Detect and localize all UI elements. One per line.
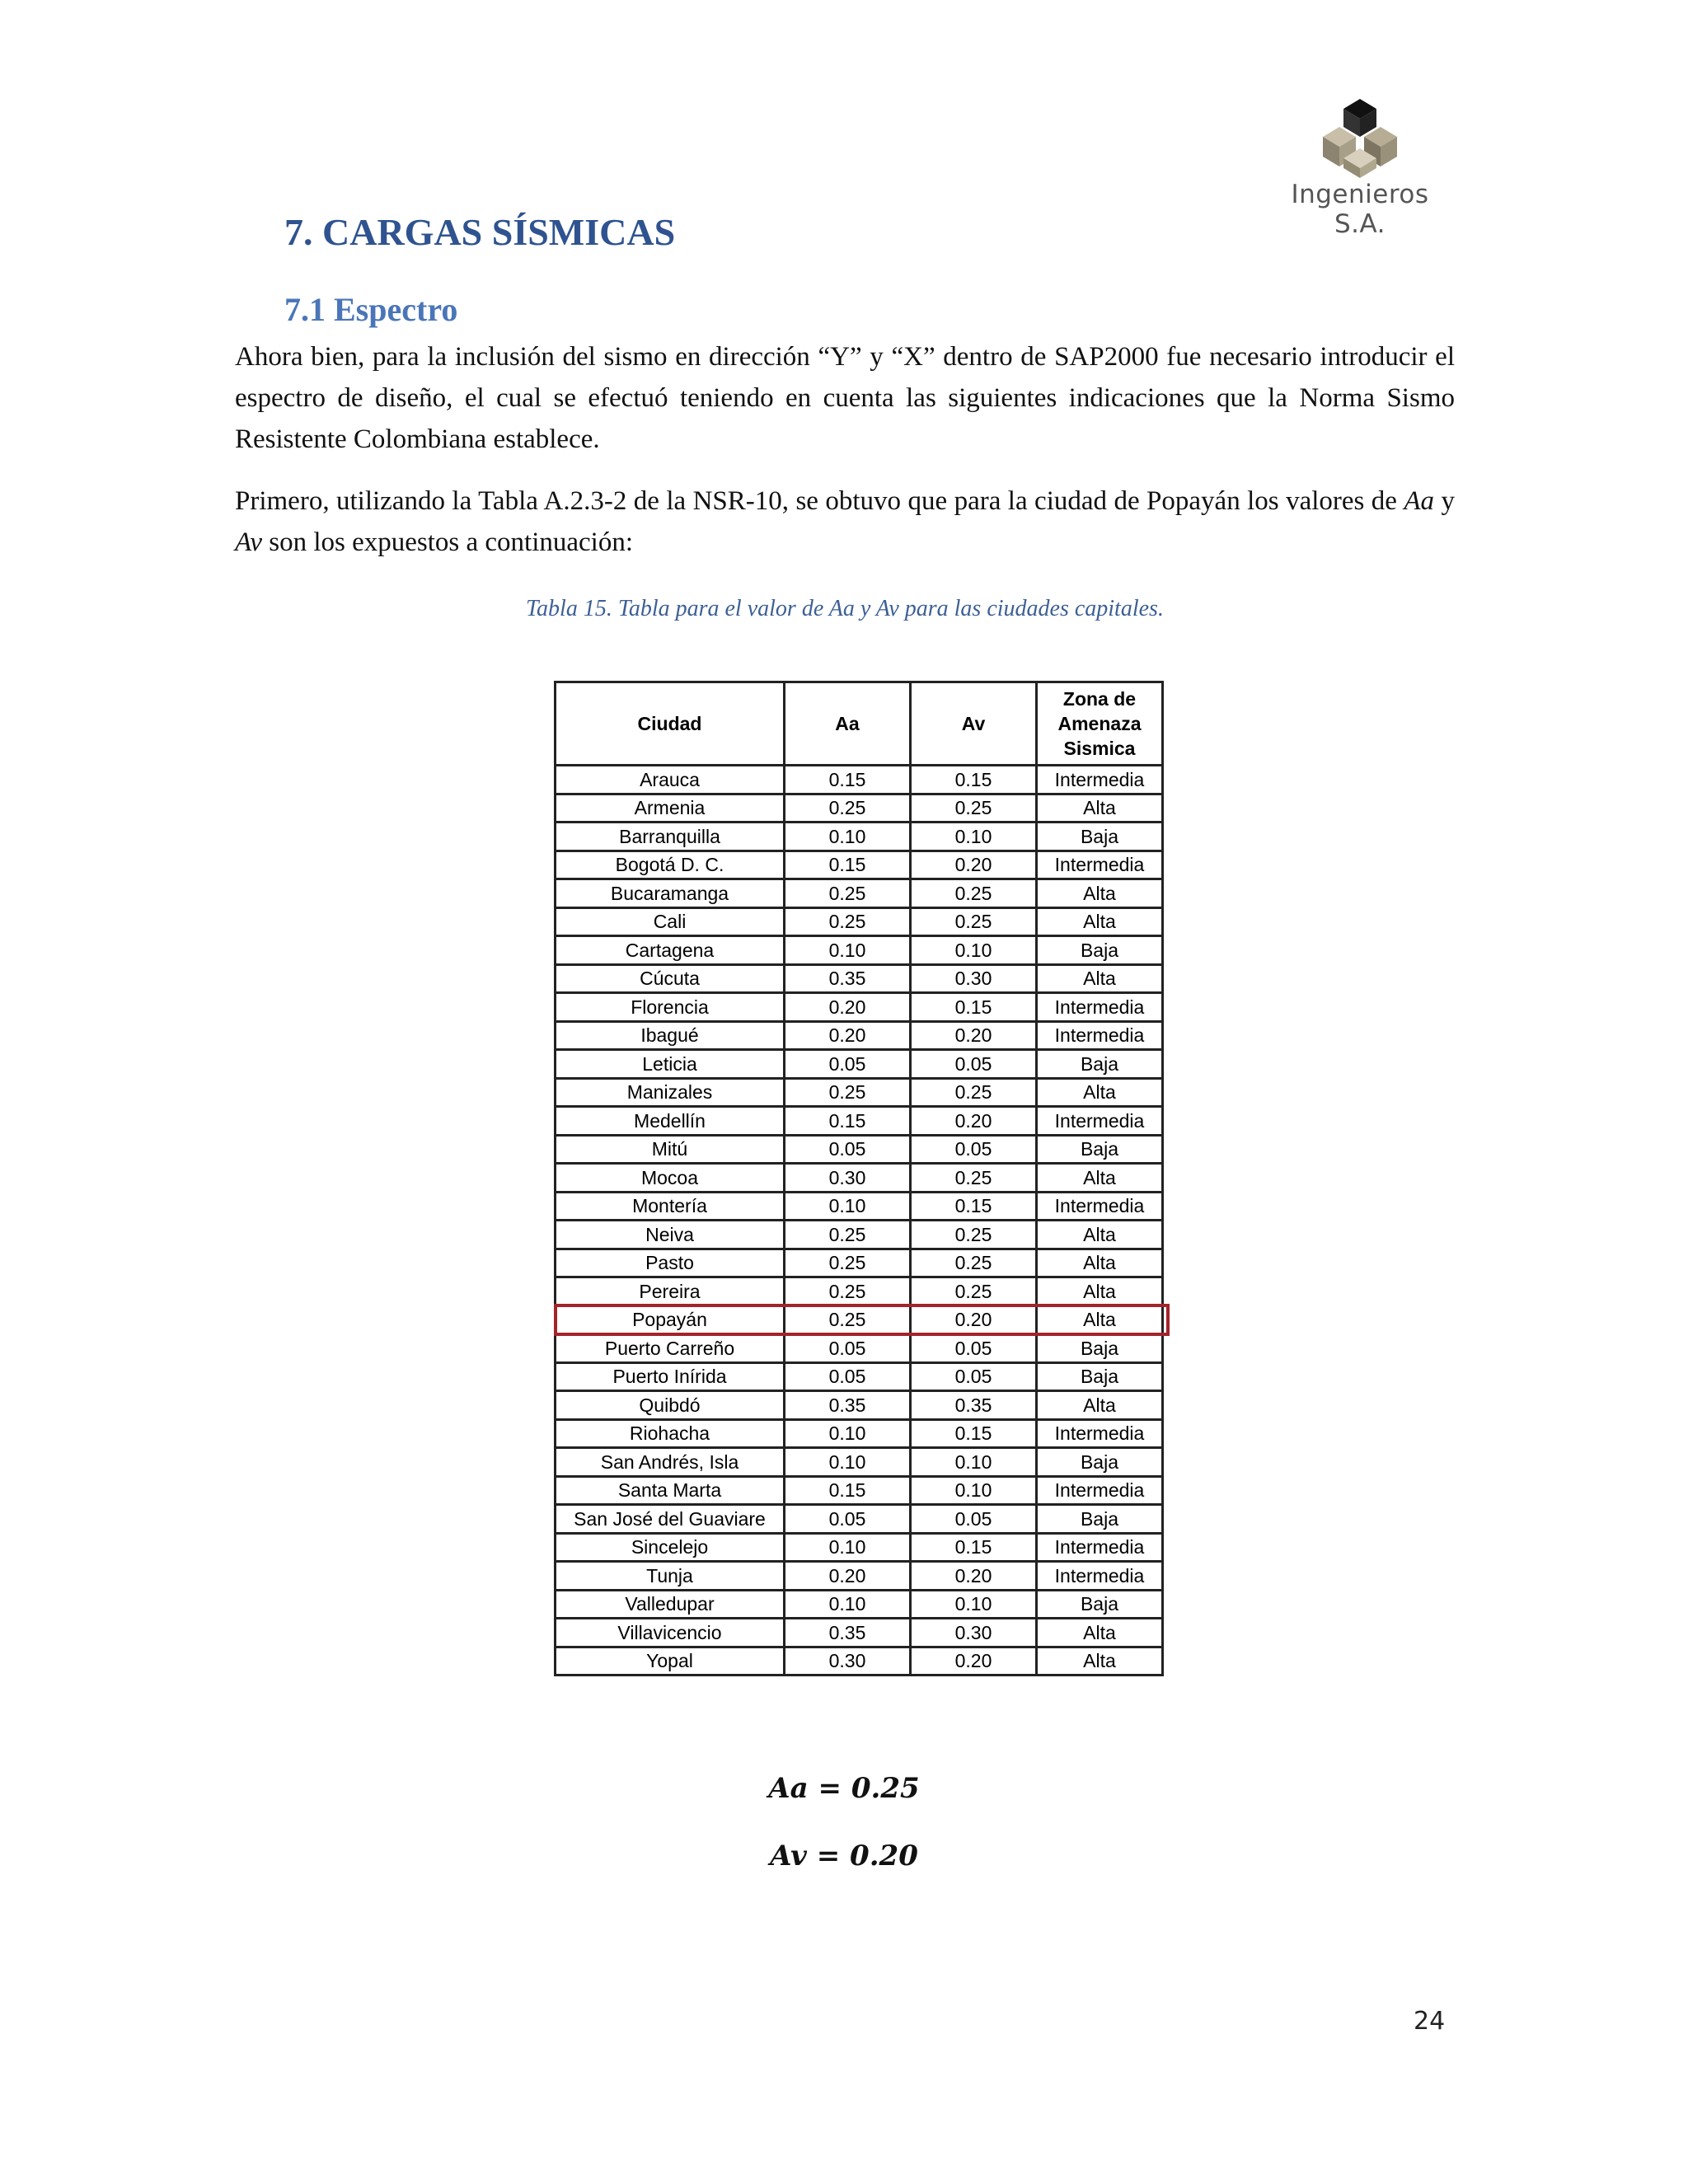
table-row: [556, 964, 1163, 993]
header-aa: Aa: [785, 682, 911, 766]
cell-av: 0.15: [911, 993, 1037, 1022]
table-row: [556, 907, 1163, 936]
cell-aa: 0.30: [785, 1647, 911, 1675]
cell-aa: 0.10: [785, 1448, 911, 1477]
cell-av: 0.20: [911, 1305, 1037, 1334]
seismic-table-wrapper: [554, 681, 1164, 1676]
cell-ciudad: Armenia: [556, 794, 785, 823]
cell-av: 0.15: [911, 1419, 1037, 1448]
table-row: [556, 1590, 1163, 1619]
cell-ciudad: Florencia: [556, 993, 785, 1022]
cell-zona: Intermedia: [1037, 1476, 1163, 1505]
cell-aa: 0.25: [785, 1078, 911, 1107]
cell-aa: 0.25: [785, 1221, 911, 1249]
cell-zona: Baja: [1037, 1334, 1163, 1363]
table-row: [556, 1107, 1163, 1136]
cell-zona: Baja: [1037, 1050, 1163, 1079]
table-row: [556, 766, 1163, 794]
table-row: [556, 879, 1163, 908]
cell-av: 0.15: [911, 766, 1037, 794]
cell-aa: 0.05: [785, 1362, 911, 1391]
table-row: [556, 1619, 1163, 1647]
equation-aa: Aa = 0.25: [768, 1772, 920, 1805]
cell-av: 0.15: [911, 1192, 1037, 1221]
cell-zona: Alta: [1037, 907, 1163, 936]
cell-ciudad: Valledupar: [556, 1590, 785, 1619]
cell-aa: 0.20: [785, 1021, 911, 1050]
cell-av: 0.25: [911, 1078, 1037, 1107]
cell-av: 0.25: [911, 1249, 1037, 1277]
cell-aa: 0.25: [785, 1277, 911, 1306]
subsection-title: 7.1 Espectro: [284, 291, 458, 328]
cell-ciudad: Mocoa: [556, 1164, 785, 1193]
table-row: [556, 1277, 1163, 1306]
cell-ciudad: Arauca: [556, 766, 785, 794]
cell-zona: Alta: [1037, 1221, 1163, 1249]
cell-ciudad: Cali: [556, 907, 785, 936]
table-row: [556, 993, 1163, 1022]
cell-aa: 0.10: [785, 1533, 911, 1562]
cell-zona: Baja: [1037, 1362, 1163, 1391]
table-row: [556, 1533, 1163, 1562]
cell-aa: 0.15: [785, 1476, 911, 1505]
cell-aa: 0.05: [785, 1334, 911, 1363]
cell-ciudad: Sincelejo: [556, 1533, 785, 1562]
cell-aa: 0.25: [785, 1305, 911, 1334]
cell-ciudad: Tunja: [556, 1562, 785, 1591]
cell-ciudad: Yopal: [556, 1647, 785, 1675]
cell-aa: 0.30: [785, 1164, 911, 1193]
cell-aa: 0.25: [785, 907, 911, 936]
header-ciudad: Ciudad: [556, 682, 785, 766]
cell-av: 0.20: [911, 1107, 1037, 1136]
table-row: [556, 851, 1163, 879]
cell-zona: Intermedia: [1037, 851, 1163, 879]
table-row: [556, 1221, 1163, 1249]
cell-zona: Alta: [1037, 1277, 1163, 1306]
cell-aa: 0.10: [785, 936, 911, 965]
table-row: [556, 1362, 1163, 1391]
table-row: [556, 1021, 1163, 1050]
cell-zona: Baja: [1037, 823, 1163, 851]
table-row: [556, 1078, 1163, 1107]
cell-av: 0.05: [911, 1135, 1037, 1164]
cell-aa: 0.15: [785, 851, 911, 879]
cell-ciudad: Leticia: [556, 1050, 785, 1079]
cell-zona: Alta: [1037, 879, 1163, 908]
company-logo: [1269, 97, 1451, 239]
cell-ciudad: Riohacha: [556, 1419, 785, 1448]
cell-av: 0.15: [911, 1533, 1037, 1562]
cell-ciudad: Popayán: [556, 1305, 785, 1334]
cell-av: 0.25: [911, 1221, 1037, 1249]
table-row: [556, 1164, 1163, 1193]
cell-zona: Alta: [1037, 1249, 1163, 1277]
cell-zona: Intermedia: [1037, 1562, 1163, 1591]
cell-ciudad: Ibagué: [556, 1021, 785, 1050]
cell-av: 0.10: [911, 823, 1037, 851]
cell-aa: 0.15: [785, 766, 911, 794]
cell-aa: 0.10: [785, 823, 911, 851]
table-row: [556, 1305, 1163, 1334]
cell-zona: Intermedia: [1037, 766, 1163, 794]
cell-av: 0.20: [911, 1647, 1037, 1675]
cell-av: 0.05: [911, 1334, 1037, 1363]
cell-zona: Alta: [1037, 1619, 1163, 1647]
cell-ciudad: San José del Guaviare: [556, 1505, 785, 1534]
cell-zona: Alta: [1037, 1647, 1163, 1675]
cell-ciudad: Villavicencio: [556, 1619, 785, 1647]
cell-zona: Intermedia: [1037, 1419, 1163, 1448]
cell-av: 0.35: [911, 1391, 1037, 1420]
cell-ciudad: Manizales: [556, 1078, 785, 1107]
cell-ciudad: Puerto Inírida: [556, 1362, 785, 1391]
cell-ciudad: Bogotá D. C.: [556, 851, 785, 879]
equation-av: Av = 0.20: [770, 1840, 918, 1872]
cell-ciudad: Santa Marta: [556, 1476, 785, 1505]
cell-aa: 0.25: [785, 1249, 911, 1277]
cell-av: 0.10: [911, 1448, 1037, 1477]
cell-aa: 0.25: [785, 794, 911, 823]
cell-ciudad: Mitú: [556, 1135, 785, 1164]
cell-zona: Baja: [1037, 1448, 1163, 1477]
cell-av: 0.05: [911, 1362, 1037, 1391]
table-row: [556, 1476, 1163, 1505]
cell-ciudad: Cartagena: [556, 936, 785, 965]
cell-aa: 0.10: [785, 1419, 911, 1448]
section-title: 7. CARGAS SÍSMICAS: [284, 211, 676, 253]
cell-zona: Alta: [1037, 1305, 1163, 1334]
logo-text: Ingenieros S.A.: [1291, 180, 1429, 239]
cell-ciudad: Quibdó: [556, 1391, 785, 1420]
table-row: [556, 1135, 1163, 1164]
cell-ciudad: Montería: [556, 1192, 785, 1221]
cell-aa: 0.05: [785, 1505, 911, 1534]
table-row: [556, 1419, 1163, 1448]
cell-av: 0.30: [911, 1619, 1037, 1647]
cell-ciudad: Bucaramanga: [556, 879, 785, 908]
cell-av: 0.20: [911, 851, 1037, 879]
header-av: Av: [911, 682, 1037, 766]
cell-ciudad: Cúcuta: [556, 964, 785, 993]
cell-zona: Baja: [1037, 936, 1163, 965]
cell-av: 0.25: [911, 1164, 1037, 1193]
cell-aa: 0.35: [785, 1391, 911, 1420]
cell-zona: Intermedia: [1037, 993, 1163, 1022]
table-row: [556, 1505, 1163, 1534]
cell-zona: Alta: [1037, 1164, 1163, 1193]
cell-aa: 0.05: [785, 1135, 911, 1164]
table-row: [556, 1192, 1163, 1221]
table-row: [556, 1562, 1163, 1591]
cell-av: 0.25: [911, 1277, 1037, 1306]
table-row: [556, 1334, 1163, 1363]
cell-av: 0.25: [911, 794, 1037, 823]
table-row: [556, 1391, 1163, 1420]
cell-aa: 0.35: [785, 964, 911, 993]
cell-av: 0.30: [911, 964, 1037, 993]
cell-ciudad: Pasto: [556, 1249, 785, 1277]
cell-zona: Alta: [1037, 1391, 1163, 1420]
table-row: [556, 1448, 1163, 1477]
cell-zona: Intermedia: [1037, 1192, 1163, 1221]
cell-aa: 0.10: [785, 1192, 911, 1221]
table-row: [556, 823, 1163, 851]
header-zona: Zona de Amenaza Sismica: [1037, 682, 1163, 766]
cell-ciudad: San Andrés, Isla: [556, 1448, 785, 1477]
table-row: [556, 794, 1163, 823]
cell-aa: 0.25: [785, 879, 911, 908]
paragraph-table-reference: Primero, utilizando la Tabla A.2.3-2 de la NSR-10, se obtuvo que para la ciudad de Popayán los valores de Aa y Av son los expuestos a continuación:: [235, 486, 1455, 557]
cell-zona: Baja: [1037, 1135, 1163, 1164]
table-row: [556, 1050, 1163, 1079]
cell-ciudad: Puerto Carreño: [556, 1334, 785, 1363]
table-row: [556, 1249, 1163, 1277]
cell-zona: Alta: [1037, 794, 1163, 823]
cell-aa: 0.20: [785, 993, 911, 1022]
cell-av: 0.25: [911, 907, 1037, 936]
cell-zona: Alta: [1037, 1078, 1163, 1107]
cell-av: 0.25: [911, 879, 1037, 908]
cell-av: 0.10: [911, 1476, 1037, 1505]
cube-logo-icon: [1315, 97, 1405, 180]
table-row: [556, 936, 1163, 965]
cell-av: 0.20: [911, 1021, 1037, 1050]
table-header-row: [556, 682, 1163, 766]
cell-av: 0.10: [911, 936, 1037, 965]
cell-aa: 0.05: [785, 1050, 911, 1079]
cell-ciudad: Pereira: [556, 1277, 785, 1306]
cell-ciudad: Medellín: [556, 1107, 785, 1136]
table-caption: Tabla 15. Tabla para el valor de Aa y Av para las ciudades capitales.: [526, 596, 1164, 621]
seismic-values-table: [554, 681, 1164, 1676]
page-number: 24: [1414, 2007, 1446, 2036]
cell-aa: 0.10: [785, 1590, 911, 1619]
cell-zona: Alta: [1037, 964, 1163, 993]
cell-av: 0.10: [911, 1590, 1037, 1619]
table-row: [556, 1647, 1163, 1675]
cell-zona: Intermedia: [1037, 1533, 1163, 1562]
cell-zona: Intermedia: [1037, 1021, 1163, 1050]
cell-aa: 0.20: [785, 1562, 911, 1591]
cell-av: 0.20: [911, 1562, 1037, 1591]
cell-ciudad: Neiva: [556, 1221, 785, 1249]
cell-av: 0.05: [911, 1050, 1037, 1079]
cell-aa: 0.35: [785, 1619, 911, 1647]
cell-ciudad: Barranquilla: [556, 823, 785, 851]
cell-zona: Baja: [1037, 1590, 1163, 1619]
cell-zona: Intermedia: [1037, 1107, 1163, 1136]
paragraph-intro: Ahora bien, para la inclusión del sismo en dirección “Y” y “X” dentro de SAP2000 fue necesario introducir el espectro de diseño, el cual se efectuó teniendo en cuenta las siguientes indicaciones que la Norma Sismo Resistente Colombiana establece.: [235, 342, 1455, 454]
cell-av: 0.05: [911, 1505, 1037, 1534]
table-body: [556, 766, 1163, 1675]
cell-zona: Baja: [1037, 1505, 1163, 1534]
cell-aa: 0.15: [785, 1107, 911, 1136]
